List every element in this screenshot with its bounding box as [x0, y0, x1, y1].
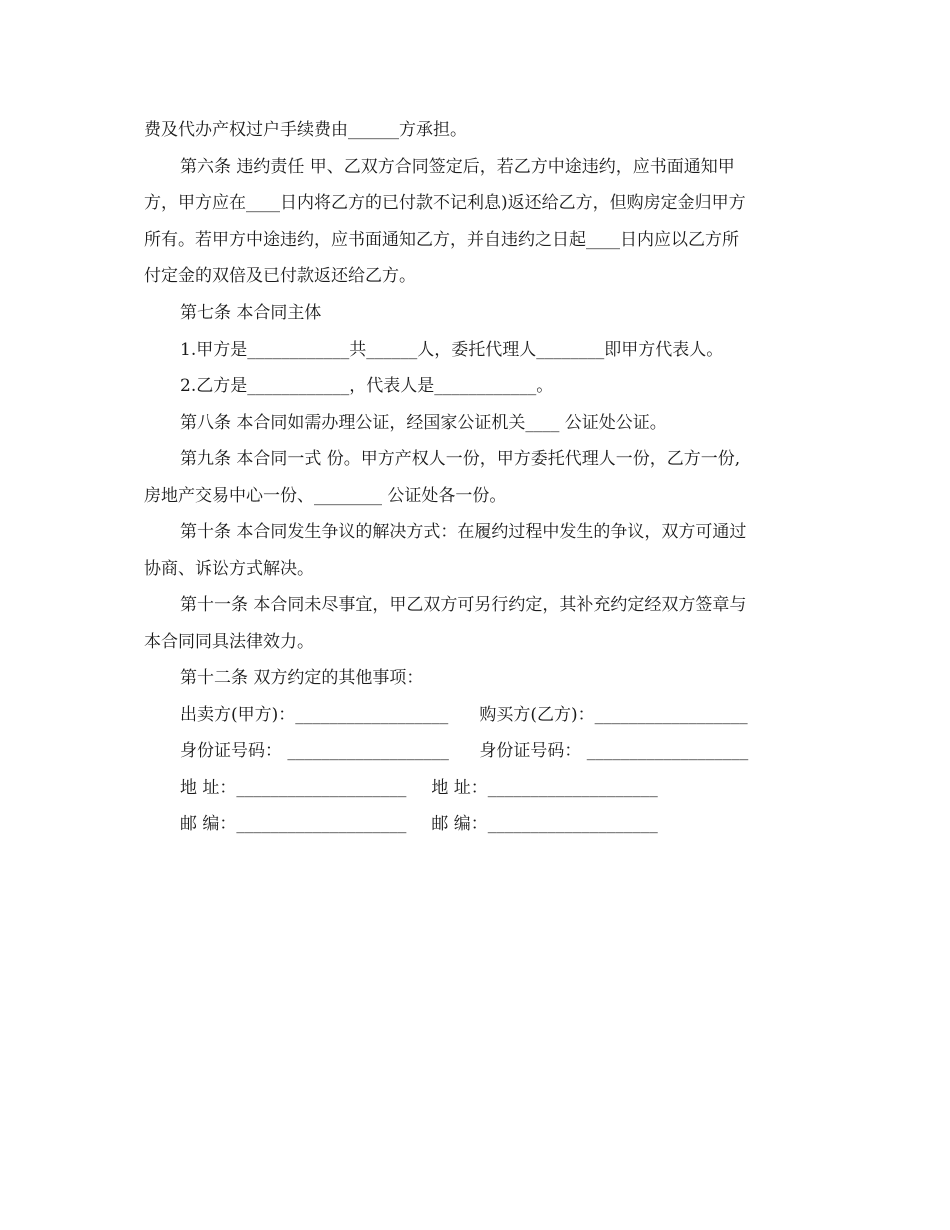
article-7-heading: 第七条 本合同主体 — [180, 303, 322, 323]
party-a-line: 1.甲方是____________共______人，委托代理人________即甲方代表人。 — [180, 340, 724, 360]
seller-address-label: 地 址：____________________ — [180, 778, 407, 798]
article-11-heading-line: 第十一条 本合同未尽事宜，甲乙双方可另行约定，其补充约定经双方签章与 — [180, 595, 747, 615]
buyer-postcode-label: 邮 编：____________________ — [431, 814, 658, 834]
seller-postcode-label: 邮 编：____________________ — [180, 814, 407, 834]
paragraph-line: 本合同同具法律效力。 — [144, 632, 314, 652]
signature-row-parties — [180, 703, 748, 727]
paragraph-line: 方，甲方应在____日内将乙方的已付款不记利息)返还给乙方，但购房定金归甲方 — [144, 193, 746, 213]
article-6-heading-line: 第六条 违约责任 甲、乙双方合同签定后，若乙方中途违约，应书面通知甲 — [180, 157, 735, 177]
buyer-id-label: 身份证号码： ___________________ — [479, 741, 749, 761]
article-9-heading-line: 第九条 本合同一式 份。甲方产权人一份，甲方委托代理人一份，乙方一份, — [180, 449, 741, 469]
signature-row-address — [180, 776, 658, 800]
party-b-line: 2.乙方是____________，代表人是____________。 — [180, 376, 554, 396]
seller-label: 出卖方(甲方)：__________________ — [180, 705, 449, 725]
buyer-address-label: 地 址：____________________ — [431, 778, 658, 798]
paragraph-line: 协商、诉讼方式解决。 — [144, 559, 314, 579]
paragraph-line: 费及代办产权过户手续费由______方承担。 — [144, 120, 467, 140]
seller-id-label: 身份证号码： ___________________ — [180, 741, 449, 761]
buyer-label: 购买方(乙方)：__________________ — [479, 705, 748, 725]
article-12-heading: 第十二条 双方约定的其他事项： — [180, 668, 424, 688]
paragraph-line: 房地产交易中心一份、________ 公证处各一份。 — [144, 486, 507, 506]
article-10-heading-line: 第十条 本合同发生争议的解决方式：在履约过程中发生的争议，双方可通过 — [180, 522, 747, 542]
signature-row-postcode — [180, 812, 658, 836]
paragraph-line: 所有。若甲方中途违约，应书面通知乙方，并自违约之日起____日内应以乙方所 — [144, 230, 739, 250]
paragraph-line: 付定金的双倍及已付款返还给乙方。 — [144, 266, 416, 286]
signature-row-id — [180, 739, 748, 763]
article-8-line: 第八条 本合同如需办理公证，经国家公证机关____ 公证处公证。 — [180, 413, 667, 433]
